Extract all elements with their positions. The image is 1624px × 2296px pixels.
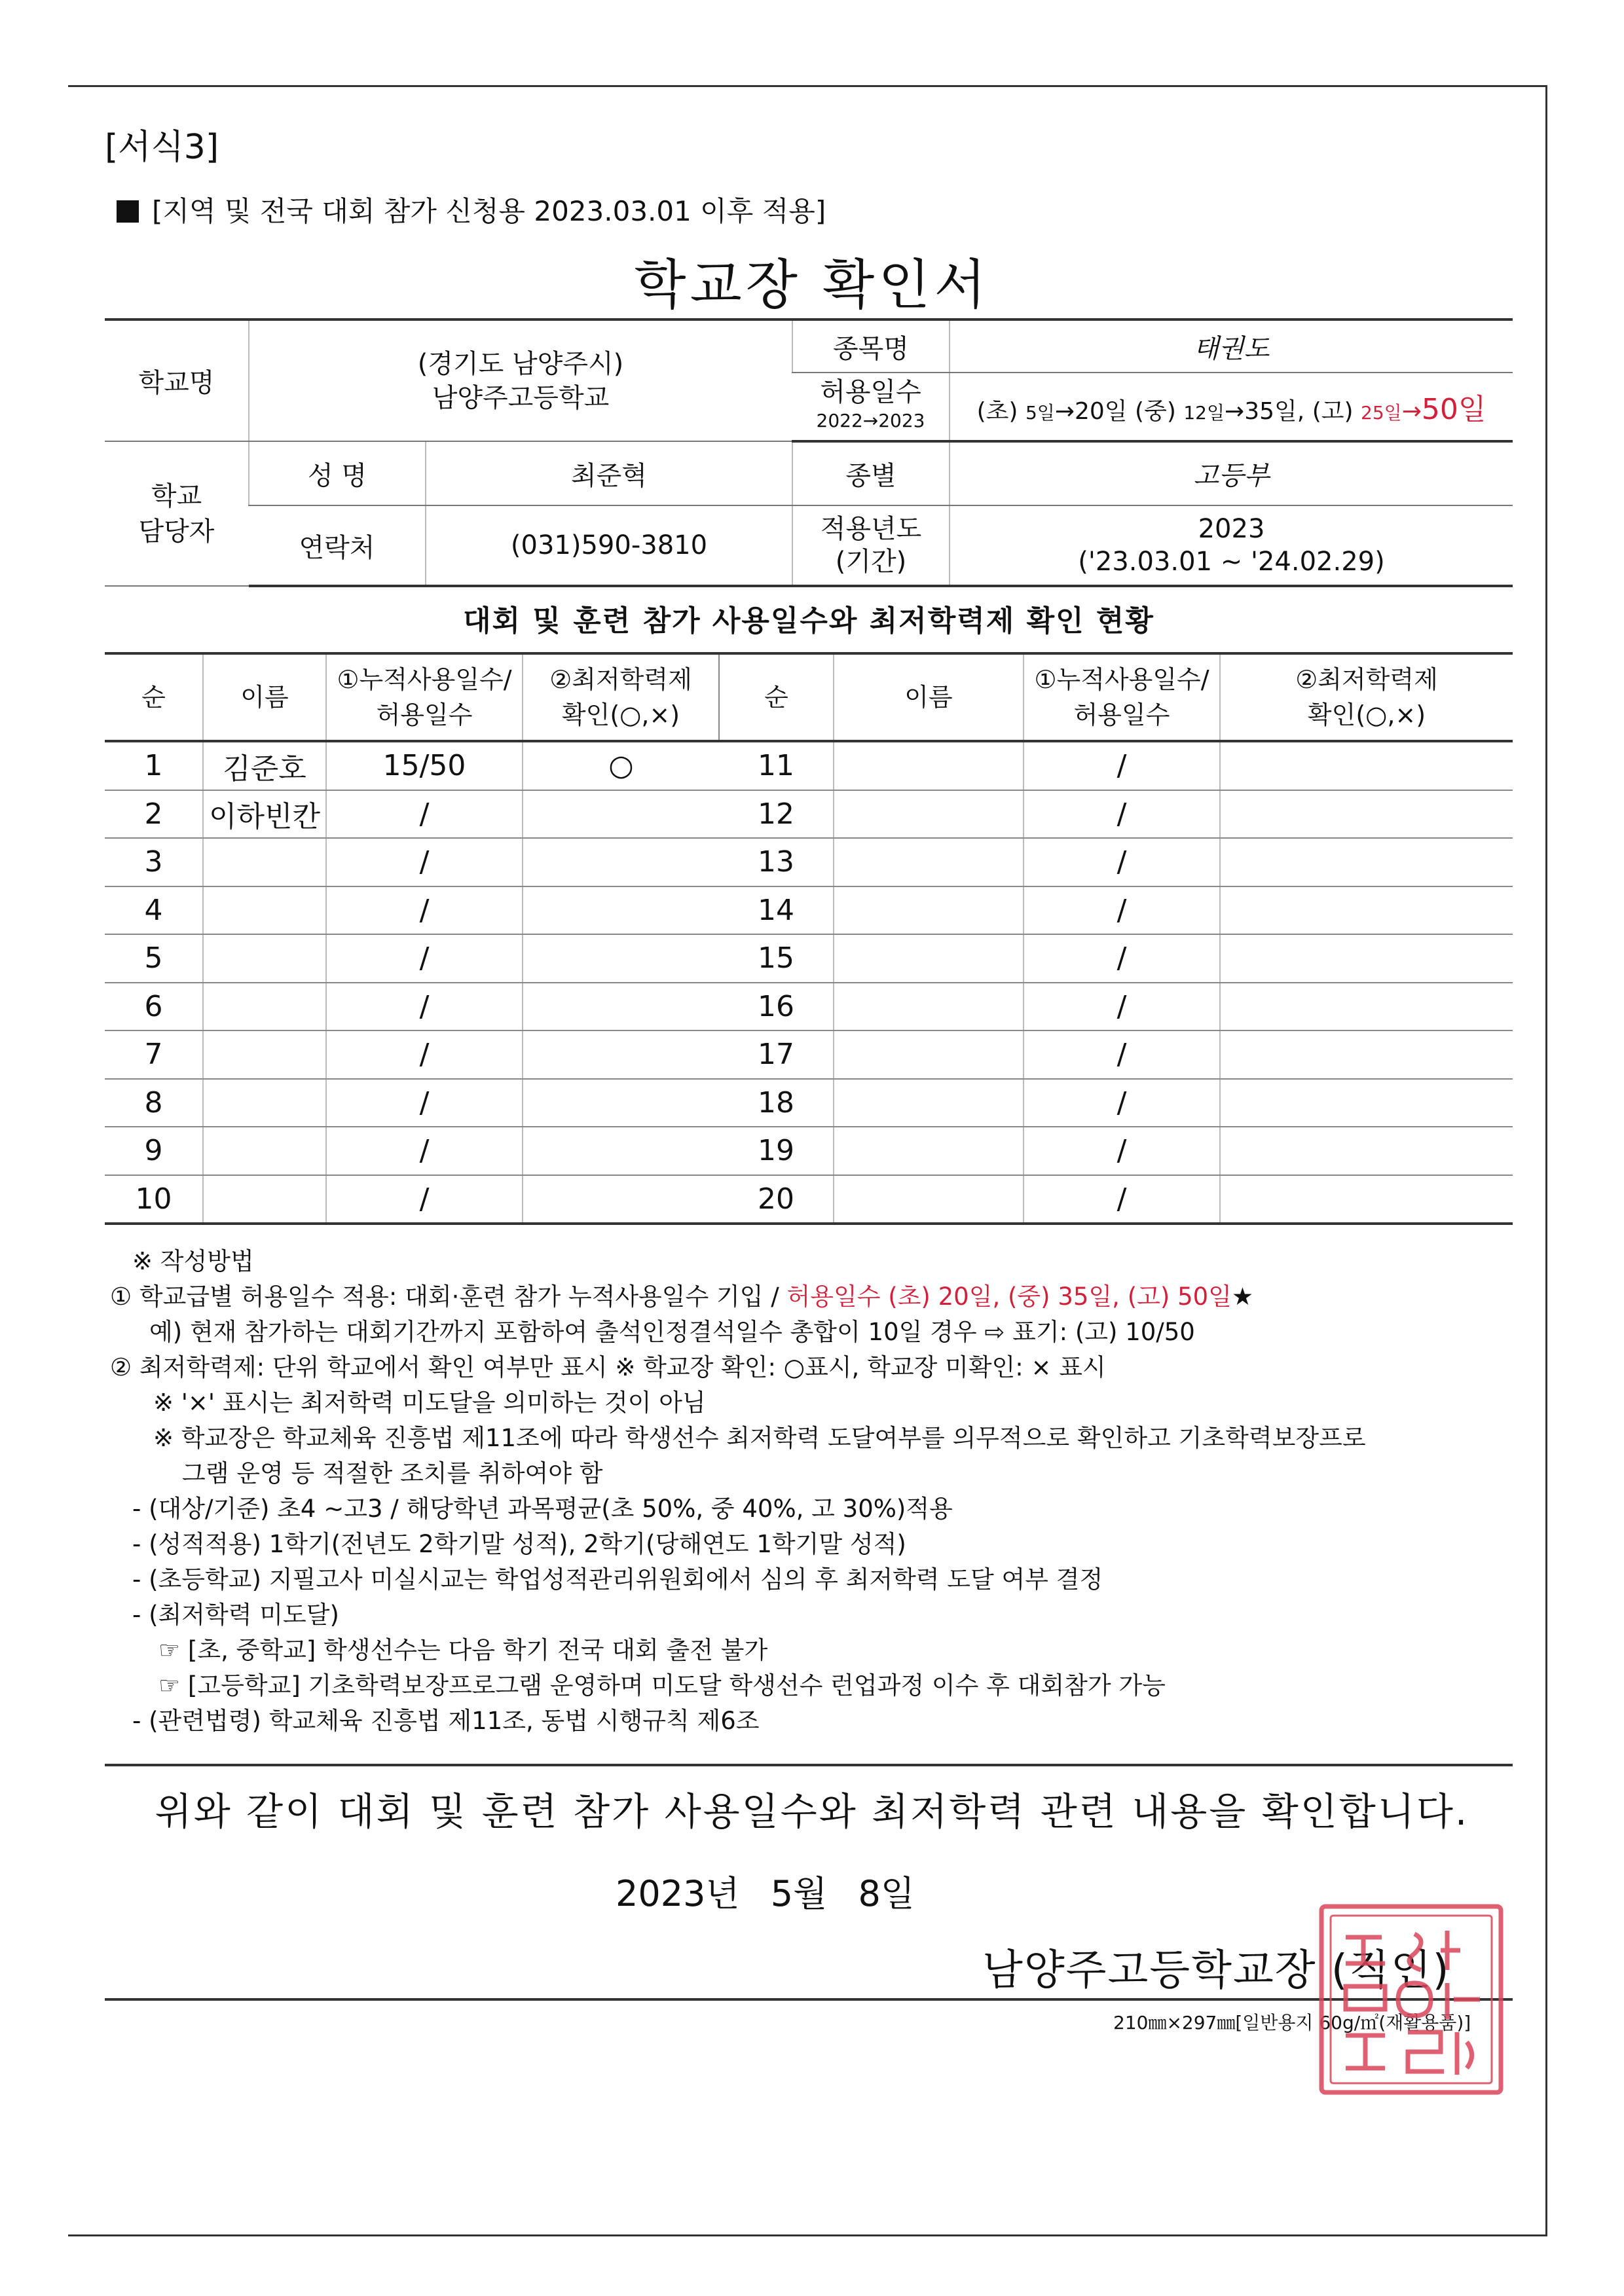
header-days-2: 허용일수 (1073, 701, 1170, 729)
name-value: 최준혁 (426, 441, 792, 505)
row-min-check-2 (1220, 1127, 1513, 1175)
row-number-2: 14 (719, 886, 834, 935)
header-min-2: 확인(○,×) (561, 701, 680, 729)
row-name (203, 983, 326, 1031)
page-title: 학교장 확인서 (634, 254, 990, 316)
row-days: / (326, 1030, 523, 1079)
school-name: 남양주고등학교 (432, 382, 610, 413)
phone-label: 연락처 (249, 505, 426, 586)
period-value: ('23.03.01 ~ '24.02.29) (1078, 547, 1385, 577)
note-7: - (대상/기준) 초4 ~고3 / 해당학년 과목평균(초 50%, 중 40%, 고 30%)적용 (132, 1495, 953, 1523)
row-name-2 (834, 886, 1024, 935)
header-min-1: ②최저학력제 (549, 665, 692, 694)
sport-value: 태권도 (950, 319, 1513, 373)
note-10: - (최저학력 미도달) (132, 1601, 339, 1629)
row-days: 15/50 (326, 741, 523, 790)
mid-old: 12일 (1183, 402, 1225, 424)
high-old: 25일 (1361, 402, 1402, 424)
note-12: ☞ [고등학교] 기초학력보장프로그램 운영하며 미도달 학생선수 런업과정 이수 후 대회참가 가능 (158, 1671, 1166, 1700)
row-days: / (326, 983, 523, 1031)
row-min-check: ○ (523, 741, 719, 790)
row-min-check (523, 790, 719, 839)
row-days-2: / (1024, 1030, 1220, 1079)
row-name (203, 886, 326, 935)
table-heading: 대회 및 훈련 참가 사용일수와 최저학력제 확인 현황 (463, 604, 1154, 638)
table-row (105, 741, 1513, 790)
info-table (105, 318, 1513, 587)
roster-header-row (105, 653, 1513, 741)
high-prefix: (고) (1312, 398, 1354, 425)
header-min (523, 653, 719, 741)
header-min-1: ②최저학력제 (1295, 665, 1438, 694)
year-label-cell (792, 505, 950, 586)
row-days-2: / (1024, 983, 1220, 1031)
row-min-check (523, 838, 719, 886)
row-min-check (523, 1127, 719, 1175)
roster-table (105, 652, 1513, 1225)
note-6: 그램 운영 등 적절한 조치를 취하여야 함 (182, 1459, 603, 1487)
note-1-highlight: 허용일수 (초) 20일, (중) 35일, (고) 50일 (786, 1283, 1232, 1311)
table-row (105, 1127, 1513, 1175)
category-value: 고등부 (950, 441, 1513, 505)
row-min-check-2 (1220, 983, 1513, 1031)
row-name-2 (834, 1127, 1024, 1175)
row-number: 4 (105, 886, 203, 935)
allow-label: 허용일수 (820, 377, 921, 407)
contact-label-2: 담당자 (138, 516, 215, 547)
row-days: / (326, 934, 523, 983)
subtitle-text: [지역 및 전국 대회 참가 신청용 2023.03.01 이후 적용] (152, 195, 826, 227)
table-row (105, 934, 1513, 983)
header-no-2: 순 (719, 653, 834, 741)
row-name-2 (834, 1030, 1024, 1079)
mid-new: 35일, (1244, 398, 1305, 425)
header-days-1: ①누적사용일수/ (337, 665, 512, 694)
table-row (105, 838, 1513, 886)
row-name (203, 838, 326, 886)
elem-prefix: (초) (976, 398, 1018, 425)
header-days (326, 653, 523, 741)
row-name (203, 934, 326, 983)
row-number-2: 16 (719, 983, 834, 1031)
note-1 (110, 1279, 1366, 1315)
row-min-check (523, 886, 719, 935)
row-number-2: 12 (719, 790, 834, 839)
row-number: 1 (105, 741, 203, 790)
note-5: ※ 학교장은 학교체육 진흥법 제11조에 따라 학생선수 최저학력 도달여부를 의무적으로 확인하고 기초학력보장프로 (153, 1424, 1366, 1452)
row-min-check-2 (1220, 1030, 1513, 1079)
row-days-2: / (1024, 934, 1220, 983)
header-min-2col (1220, 653, 1513, 741)
header-days-2col (1024, 653, 1220, 741)
high-new: 50일 (1421, 393, 1486, 426)
row-number-2: 11 (719, 741, 834, 790)
row-min-check-2 (1220, 1079, 1513, 1127)
form-number: [서식3] (105, 128, 219, 167)
school-name-cell (249, 319, 792, 441)
arrow-icon: → (1401, 398, 1422, 425)
row-number: 5 (105, 934, 203, 983)
row-days: / (326, 886, 523, 935)
seal-strokes (1321, 1906, 1501, 2092)
note-8: - (성적적용) 1학기(전년도 2학기말 성적), 2학기(당해연도 1학기말 성적) (132, 1530, 906, 1558)
header-name: 이름 (203, 653, 326, 741)
elem-new: 20일 (1074, 398, 1128, 425)
divider-bottom (105, 1998, 1513, 2001)
row-number-2: 19 (719, 1127, 834, 1175)
row-name (203, 1127, 326, 1175)
divider (105, 1764, 1513, 1766)
elem-old: 5일 (1025, 402, 1055, 424)
header-min-2: 확인(○,×) (1307, 701, 1426, 729)
row-number: 6 (105, 983, 203, 1031)
school-region: (경기도 남양주시) (417, 348, 624, 379)
row-number: 7 (105, 1030, 203, 1079)
star-icon: ★ (1231, 1283, 1254, 1311)
sport-label: 종목명 (792, 319, 950, 373)
row-number: 8 (105, 1079, 203, 1127)
allow-label-cell (792, 373, 950, 441)
row-days: / (326, 1175, 523, 1224)
year-label-1: 적용년도 (820, 514, 922, 544)
row-days-2: / (1024, 886, 1220, 935)
row-number-2: 18 (719, 1079, 834, 1127)
row-days-2: / (1024, 1079, 1220, 1127)
row-min-check (523, 1079, 719, 1127)
row-days-2: / (1024, 838, 1220, 886)
arrow-icon: → (1225, 398, 1245, 425)
confirm-statement: 위와 같이 대회 및 훈련 참가 사용일수와 최저학력 관련 내용을 확인합니다. (155, 1789, 1469, 1834)
row-days-2: / (1024, 1127, 1220, 1175)
year-value-cell (950, 505, 1513, 586)
row-name (203, 1079, 326, 1127)
official-seal-icon (1316, 1901, 1506, 2098)
row-name-2 (834, 790, 1024, 839)
row-number-2: 17 (719, 1030, 834, 1079)
row-name (203, 1175, 326, 1224)
arrow-icon: → (1054, 398, 1075, 425)
mid-prefix: (중) (1135, 398, 1176, 425)
row-min-check-2 (1220, 934, 1513, 983)
row-name-2 (834, 741, 1024, 790)
table-row (105, 1030, 1513, 1079)
table-row (105, 790, 1513, 839)
row-name: 이하빈칸 (203, 790, 326, 839)
row-days-2: / (1024, 1175, 1220, 1224)
row-name: 김준호 (203, 741, 326, 790)
row-min-check (523, 1175, 719, 1224)
row-days: / (326, 790, 523, 839)
allow-sub: 2022→2023 (816, 410, 925, 431)
row-min-check-2 (1220, 790, 1513, 839)
row-days: / (326, 1127, 523, 1175)
square-bullet-icon (117, 200, 139, 223)
paper-spec: 210㎜×297㎜[일반용지 60g/㎡(재활용품)] (1113, 2012, 1471, 2033)
contact-label-1: 학교 (151, 481, 202, 511)
row-min-check-2 (1220, 741, 1513, 790)
note-1-text: ① 학교급별 허용일수 적용: 대회·훈련 참가 누적사용일수 기입 / (110, 1283, 779, 1311)
row-min-check-2 (1220, 886, 1513, 935)
row-name-2 (834, 934, 1024, 983)
row-name (203, 1030, 326, 1079)
row-min-check (523, 983, 719, 1031)
principal-signature: 남양주고등학교장 (직인) (982, 1946, 1450, 1995)
row-min-check (523, 1030, 719, 1079)
row-days: / (326, 1079, 523, 1127)
note-3: ② 최저학력제: 단위 학교에서 확인 여부만 표시 ※ 학교장 확인: ○표시, 학교장 미확인: × 표시 (110, 1353, 1106, 1381)
note-2: 예) 현재 참가하는 대회기간까지 포함하여 출석인정결석일수 총합이 10일 경우 ⇨ 표기: (고) 10/50 (149, 1318, 1195, 1346)
row-name-2 (834, 1175, 1024, 1224)
name-label: 성 명 (249, 441, 426, 505)
table-row (105, 983, 1513, 1031)
row-number: 3 (105, 838, 203, 886)
header-no: 순 (105, 653, 203, 741)
header-days-1: ①누적사용일수/ (1034, 665, 1209, 694)
row-min-check-2 (1220, 1175, 1513, 1224)
row-min-check (523, 934, 719, 983)
header-name-2: 이름 (834, 653, 1024, 741)
row-name-2 (834, 838, 1024, 886)
row-number-2: 20 (719, 1175, 834, 1224)
year-label-2: (기간) (835, 547, 907, 577)
note-13: - (관련법령) 학교체육 진흥법 제11조, 동법 시행규칙 제6조 (132, 1707, 760, 1735)
note-4: ※ '×' 표시는 최저학력 미도달을 의미하는 것이 아님 (153, 1389, 706, 1417)
form-subtitle (117, 190, 826, 229)
table-row (105, 1175, 1513, 1224)
notes-title: ※ 작성방법 (132, 1247, 254, 1275)
row-number: 9 (105, 1127, 203, 1175)
row-min-check-2 (1220, 838, 1513, 886)
note-9: - (초등학교) 지필고사 미실시교는 학업성적관리위원회에서 심의 후 최저학력 도달 여부 결정 (132, 1565, 1103, 1594)
row-days-2: / (1024, 790, 1220, 839)
contact-label-cell (105, 441, 249, 586)
row-number-2: 13 (719, 838, 834, 886)
row-number-2: 15 (719, 934, 834, 983)
row-days: / (326, 838, 523, 886)
row-name-2 (834, 983, 1024, 1031)
row-name-2 (834, 1079, 1024, 1127)
table-row (105, 1079, 1513, 1127)
row-number: 10 (105, 1175, 203, 1224)
allow-value (950, 373, 1513, 441)
year-value: 2023 (1198, 514, 1265, 544)
category-label: 종별 (792, 441, 950, 505)
phone-value: (031)590-3810 (426, 505, 792, 586)
header-days-2: 허용일수 (376, 701, 473, 729)
row-number: 2 (105, 790, 203, 839)
school-label: 학교명 (105, 319, 249, 441)
note-11: ☞ [초, 중학교] 학생선수는 다음 학기 전국 대회 출전 불가 (158, 1636, 768, 1664)
table-row (105, 886, 1513, 935)
notes-section (110, 1244, 1366, 1739)
row-days-2: / (1024, 741, 1220, 790)
signing-date: 2023년 5월 8일 (616, 1873, 915, 1914)
